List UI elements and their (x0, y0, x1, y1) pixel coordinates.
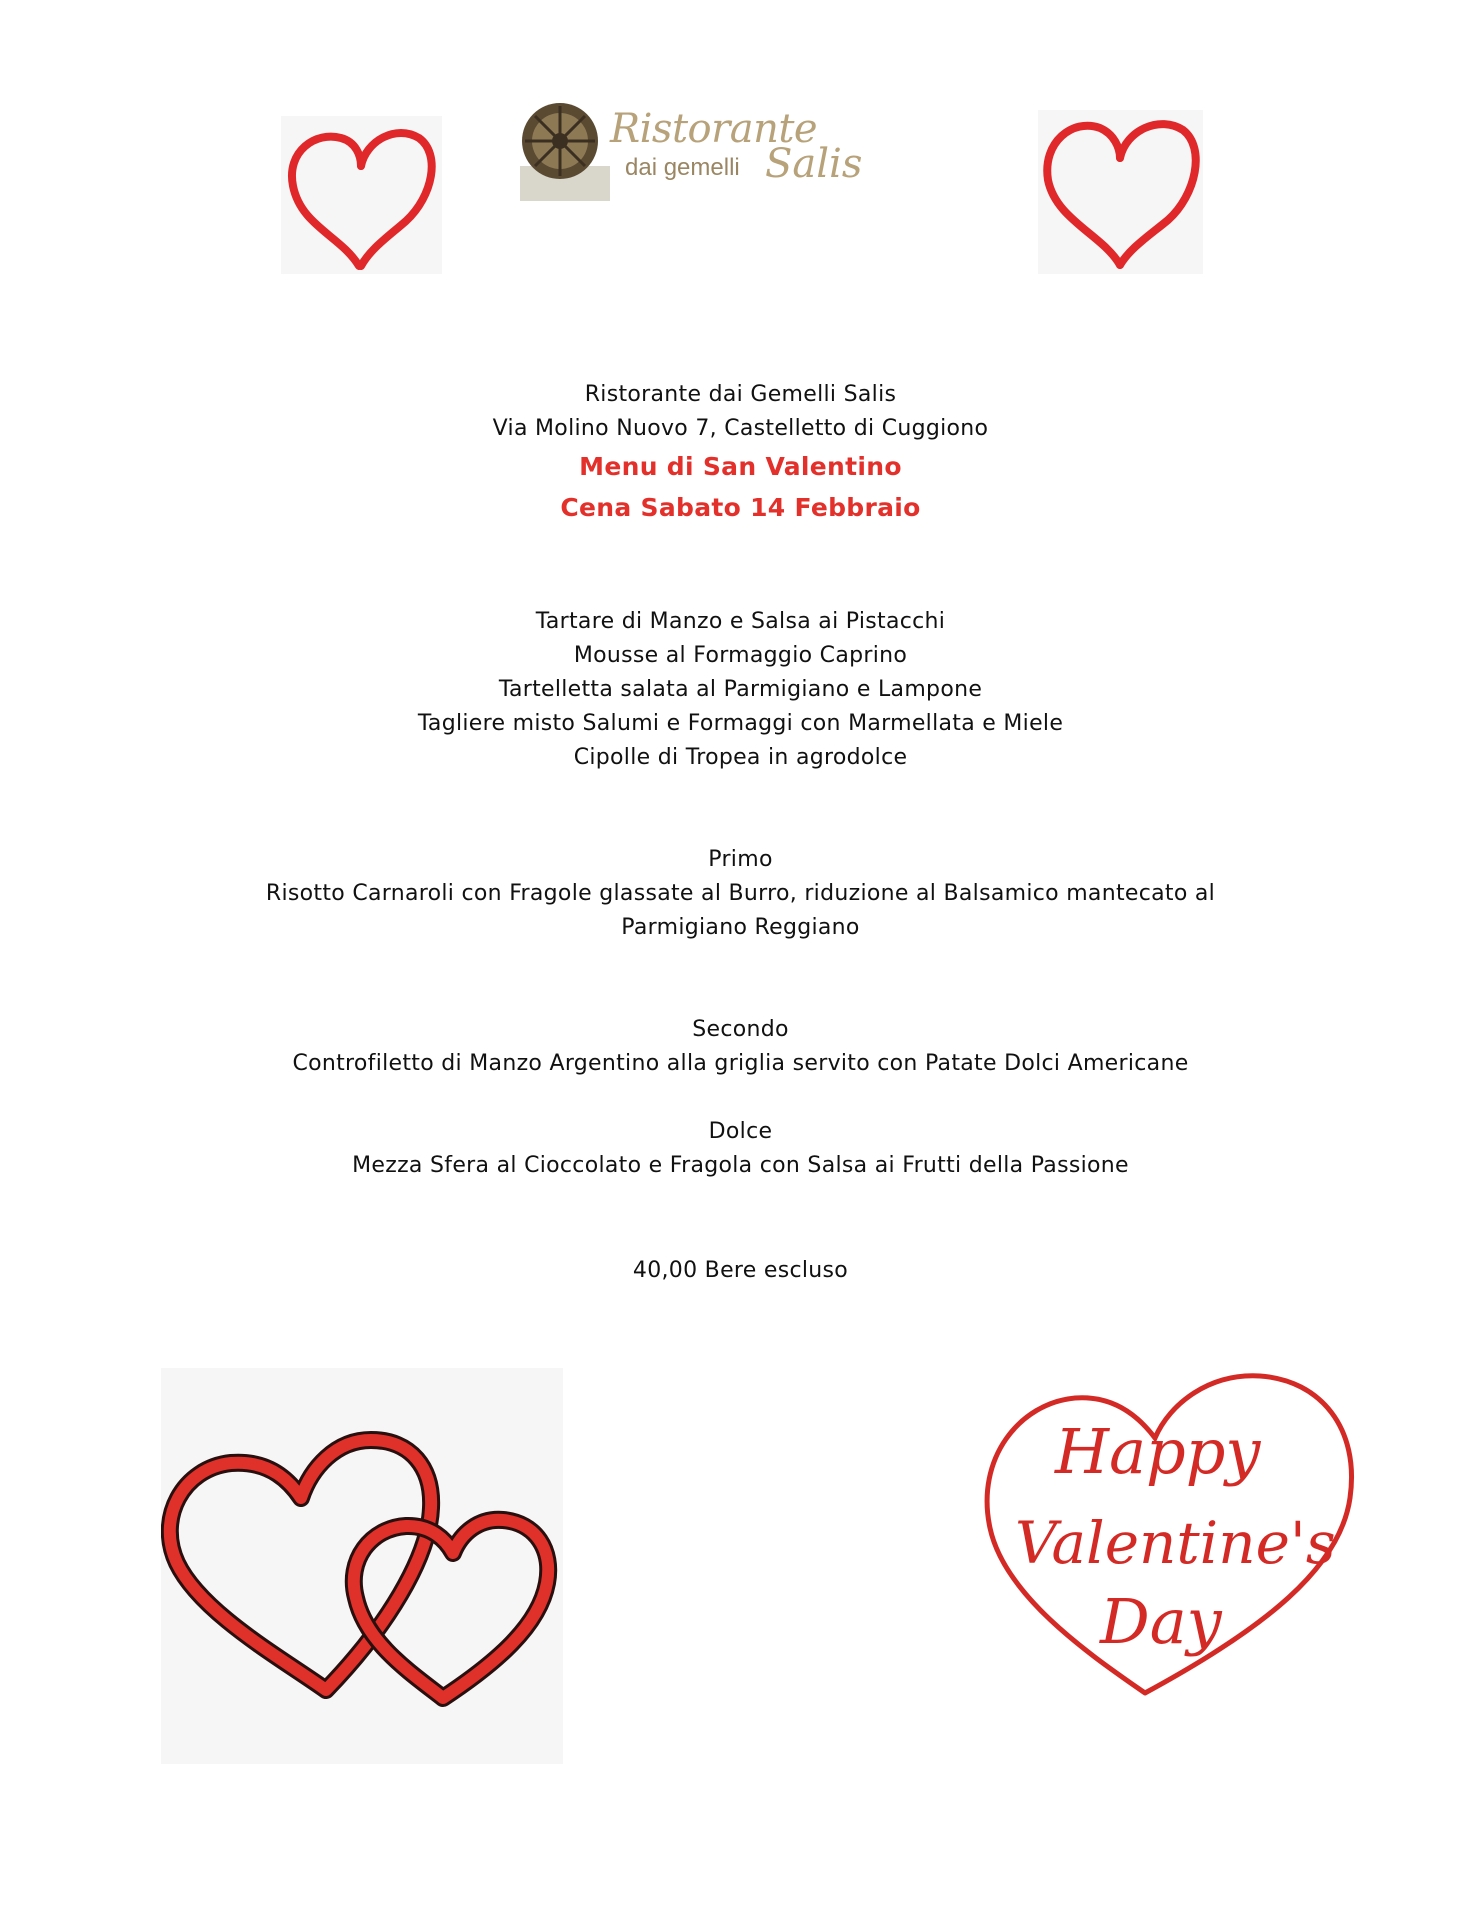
valentines-text: Valentine's (1015, 1509, 1336, 1577)
section-heading: Primo (708, 847, 773, 872)
price-section (0, 1254, 1481, 1288)
primo-section (0, 843, 1481, 945)
menu-header (0, 378, 1481, 528)
menu-item: Parmigiano Reggiano (621, 915, 860, 940)
antipasti-section (0, 605, 1481, 775)
logo-script-text-2: Salis (765, 141, 863, 187)
day-text: Day (1100, 1585, 1222, 1658)
section-heading: Secondo (692, 1017, 789, 1042)
menu-item: Cipolle di Tropea in agrodolce (573, 745, 908, 770)
secondo-section (0, 1013, 1481, 1081)
happy-text: Happy (1055, 1415, 1261, 1488)
restaurant-address: Via Molino Nuovo 7, Castelletto di Cuggiono (492, 416, 989, 441)
heart-icon (281, 116, 442, 274)
happy-valentines-day-graphic (975, 1368, 1370, 1708)
price-text: 40,00 Bere escluso (632, 1258, 849, 1283)
menu-item: Tartare di Manzo e Salsa ai Pistacchi (535, 609, 946, 634)
menu-date: Cena Sabato 14 Febbraio (560, 493, 921, 522)
menu-item: Controfiletto di Manzo Argentino alla griglia servito con Patate Dolci Americane (292, 1051, 1189, 1076)
menu-item: Risotto Carnaroli con Fragole glassate al Burro, riduzione al Balsamico mantecato al (265, 881, 1216, 906)
menu-item: Mousse al Formaggio Caprino (573, 643, 908, 668)
logo-subtitle: dai gemelli (625, 154, 740, 181)
menu-item: Tagliere misto Salumi e Formaggi con Marmellata e Miele (417, 711, 1064, 736)
heart-icon (1038, 110, 1203, 274)
menu-item: Tartelletta salata al Parmigiano e Lampone (498, 677, 983, 702)
dolce-section (0, 1115, 1481, 1183)
section-heading: Dolce (708, 1119, 773, 1144)
restaurant-logo (515, 96, 955, 211)
restaurant-name: Ristorante dai Gemelli Salis (584, 382, 897, 407)
logo-script-text: Ristorante (610, 106, 818, 152)
menu-item: Mezza Sfera al Cioccolato e Fragola con Salsa ai Frutti della Passione (352, 1153, 1129, 1178)
twin-hearts-icon (161, 1368, 563, 1764)
menu-title: Menu di San Valentino (579, 452, 902, 481)
